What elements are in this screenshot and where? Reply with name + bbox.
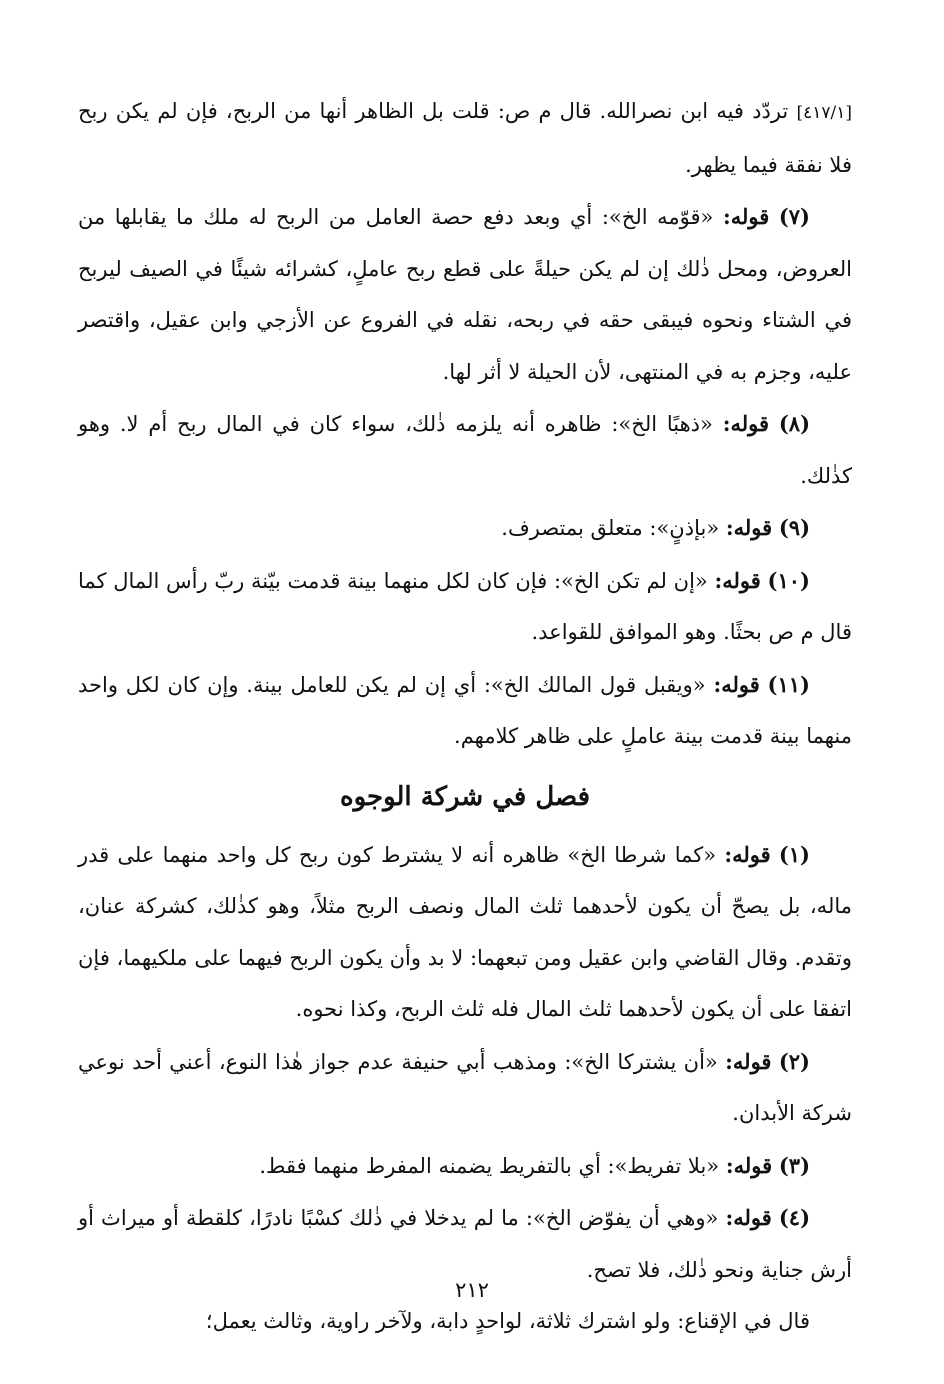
note-number: (١) (778, 841, 810, 867)
note-number: (١١) (767, 671, 810, 697)
note-text: «ذهبًا الخ»: ظاهره أنه يلزمه ذٰلك، سواء كان في المال ربح أم لا. وهو كذٰلك. (78, 412, 852, 488)
note-number: (١٠) (767, 567, 810, 593)
paragraph-text: تردّد فيه ابن نصرالله. قال م ص: قلت بل الظاهر أنها من الربح، فإن لم يكن ربح فلا نفقة فيما يظهر. (78, 99, 852, 177)
note-text: «بإذنٍ»: متعلق بمتصرف. (501, 516, 720, 540)
note-text: «ويقبل قول المالك الخ»: أي إن لم يكن للعامل بينة. وإن كان لكل واحد منهما بينة قدمت بينة عاملٍ على ظاهر كلامهم. (78, 672, 852, 748)
note-keyword: قوله: (725, 515, 773, 540)
note-text: «بلا تفريط»: أي بالتفريط يضمنه المفرط منهما فقط. (259, 1153, 720, 1178)
note-text: «إن لم تكن الخ»: فإن كان لكل منهما بينة قدمت بيّنة ربّ رأس المال كما قال م ص بحثًا. وهو الموافق للقواعد. (78, 568, 852, 644)
note-text: «كما شرطا الخ» ظاهره أنه لا يشترط كون ربح كل واحد منهما على قدر ماله، بل يصحّ أن يكون لأحدهما ثلث المال ونصف الربح مثلاً، وهو كذٰلك، كشركة عنان، وتقدم. وقال القاضي وابن عقيل ومن تبعهما: لا بد وأن يكون الربح فيهما على ملكيهما، فإن اتفقا على أن يكون لأحدهما ثلث المال فله ثلث الربح، وكذا نحوه. (78, 842, 852, 1021)
note-3 (78, 1140, 852, 1193)
note-number: (٣) (778, 1152, 810, 1178)
note-number: (٧) (778, 204, 810, 229)
note-number: (٩) (778, 515, 810, 540)
note-1 (78, 829, 852, 1036)
note-8 (78, 398, 852, 502)
paragraph-text: قال في الإقناع: ولو اشترك ثلاثة، لواحدٍ دابة، ولآخر راوية، وثالث يعمل؛ (205, 1309, 810, 1333)
note-text: «وهي أن يفوّض الخ»: ما لم يدخلا في ذٰلك كسْبًا نادرًا، كلقطة أو ميراث أو أرش جناية ونحو ذٰلك، فلا تصح. (78, 1206, 852, 1282)
note-text: «قوّمه الخ»: أي وبعد دفع حصة العامل من الربح له ملك ما يقابلها من العروض، ومحل ذٰلك إن لم يكن حيلةً على قطع ربح عاملٍ، كشرائه شيئًا في الصيف ليربح في الشتاء ونحوه فيبقى حقه في ربحه، نقله في الفروع عن الأزجي وابن عقيل، واقتصر عليه، وجزم به في المنتهى، لأن الحيلة لا أثر لها. (78, 205, 852, 384)
note-number: (٢) (778, 1048, 810, 1074)
note-number: (٨) (778, 411, 810, 436)
note-keyword: قوله: (714, 567, 761, 593)
note-9 (78, 502, 852, 555)
paragraph-continuation (78, 86, 852, 191)
page-body (78, 86, 852, 1348)
note-keyword: قوله: (725, 1205, 772, 1230)
note-keyword: قوله: (713, 671, 760, 697)
section-heading: فصل في شركة الوجوه (339, 781, 591, 812)
note-keyword: قوله: (722, 204, 770, 229)
page-number: ٢١٢ (455, 1278, 489, 1302)
margin-reference: [٤١٧/١] (796, 103, 852, 123)
note-number: (٤) (778, 1205, 811, 1230)
note-keyword: قوله: (725, 1152, 773, 1178)
note-keyword: قوله: (724, 841, 771, 867)
note-7 (78, 191, 852, 398)
note-text: «أن يشتركا الخ»: ومذهب أبي حنيفة عدم جواز هٰذا النوع، أعني أحد نوعي شركة الأبدان. (78, 1049, 852, 1125)
note-keyword: قوله: (725, 1048, 772, 1074)
note-11 (78, 659, 852, 763)
note-2 (78, 1036, 852, 1140)
note-keyword: قوله: (722, 411, 770, 436)
paragraph-iqna (78, 1296, 852, 1348)
note-10 (78, 555, 852, 659)
